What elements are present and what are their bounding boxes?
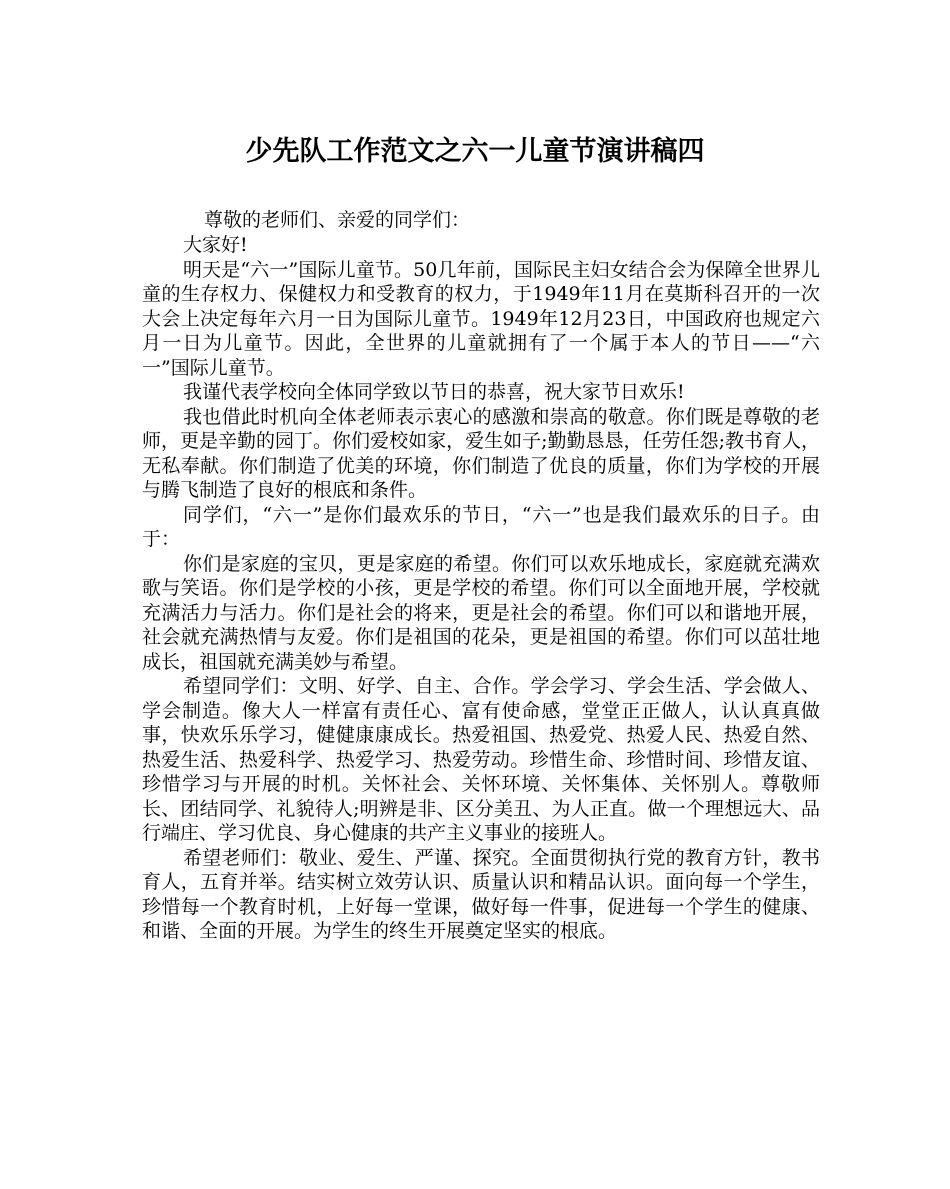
salutation-paragraph: 尊敬的老师们、亲爱的同学们： [204, 209, 471, 231]
body-paragraph-hope-of-family: 你们是家庭的宝贝，更是家庭的希望。你们可以欢乐地成长，家庭就充满欢歌与笑语。你们是学校的小孩，更是学校的希望。你们可以全面地开展，学校就充满活力与活力。你们是社会的将来，更是社会的希望。你们可以和谐地开展，社会就充满热情与友爱。你们是祖国的花朵，更是祖国的希望。你们可以茁壮地成长，祖国就充满美妙与希望。 [142, 552, 820, 673]
document-body [142, 208, 820, 944]
greeting-paragraph: 大家好! [183, 234, 248, 256]
body-paragraph-congratulations: 我谨代表学校向全体同学致以节日的恭喜，祝大家节日欢乐! [183, 381, 685, 403]
body-paragraph-students-happy: 同学们，“六一”是你们最欢乐的节日，“六一”也是我们最欢乐的日子。由于： [142, 503, 820, 550]
body-paragraph-thanks-teachers: 我也借此时机向全体老师表示衷心的感激和崇高的敬意。你们既是尊敬的老师，更是辛勤的园丁。你们爱校如家，爱生如子;勤勤恳恳，任劳任怨;教书育人，无私奉献。你们制造了优美的环境，你们制造了优良的质量，你们为学校的开展与腾飞制造了良好的根底和条件。 [142, 405, 820, 501]
body-paragraph-hope-for-teachers: 希望老师们：敬业、爱生、严谨、探究。全面贯彻执行党的教育方针，教书育人，五育并举。结实树立效劳认识、质量认识和精品认识。面向每一个学生，珍惜每一个教育时机，上好每一堂课，做好每一件事，促进每一个学生的健康、和谐、全面的开展。为学生的终生开展奠定坚实的根底。 [142, 846, 820, 942]
body-paragraph-hope-for-students: 希望同学们：文明、好学、自主、合作。学会学习、学会生活、学会做人、学会制造。像大人一样富有责任心、富有使命感，堂堂正正做人，认认真真做事，快欢乐乐学习，健健康康成长。热爱祖国、热爱党、热爱人民、热爱自然、热爱生活、热爱科学、热爱学习、热爱劳动。珍惜生命、珍惜时间、珍惜友谊、珍惜学习与开展的时机。关怀社会、关怀环境、关怀集体、关怀别人。尊敬师长、团结同学、礼貌待人;明辨是非、区分美丑、为人正直。做一个理想远大、品行端庄、学习优良、身心健康的共产主义事业的接班人。 [142, 675, 820, 844]
body-paragraph-holiday-history: 明天是“六一”国际儿童节。50几年前，国际民主妇女结合会为保障全世界儿童的生存权力、保健权力和受教育的权力，于1949年11月在莫斯科召开的一次大会上决定每年六月一日为国际儿童节。1949年12月23日，中国政府也规定六月一日为儿童节。因此，全世界的儿童就拥有了一个属于本人的节日——“六一”国际儿童节。 [142, 258, 820, 379]
document-title: 少先队工作范文之六一儿童节演讲稿四 [245, 136, 705, 167]
